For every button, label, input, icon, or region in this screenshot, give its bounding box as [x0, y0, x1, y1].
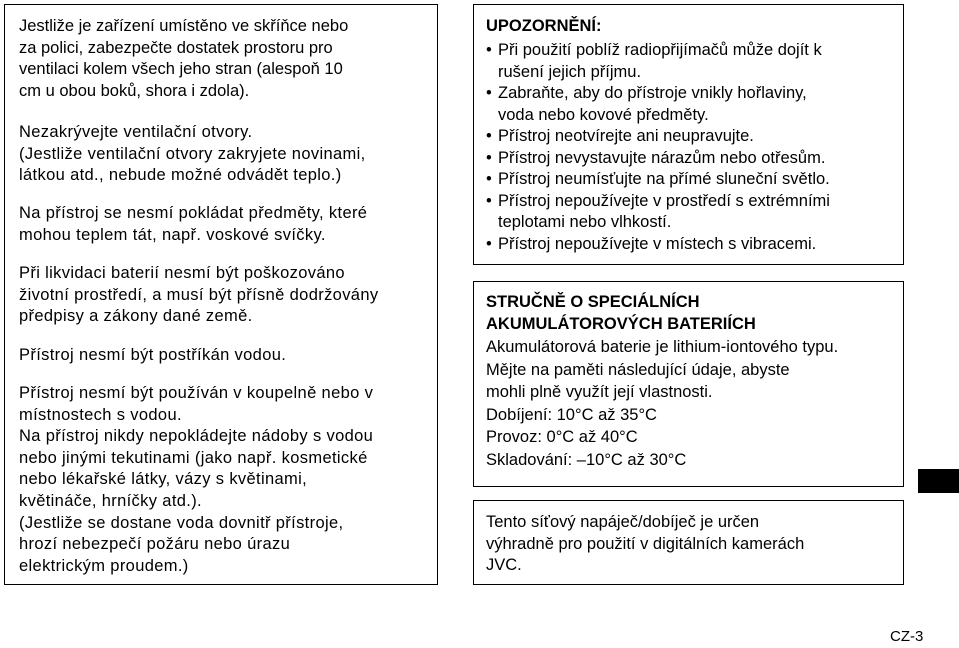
bullet-icon: • — [486, 148, 492, 167]
battery-title — [486, 292, 756, 335]
text-line: mohli plně využít její vlastnosti. — [486, 383, 713, 401]
text-line: mohou teplem tát, např. voskové svíčky. — [19, 225, 326, 244]
text-line: nebo lékařské látky, vázy s květinami, — [19, 470, 308, 489]
bullet-icon: • — [486, 41, 492, 59]
text-line: cm u obou boků, shora i zdola). — [19, 81, 250, 100]
text-line: Při likvidaci baterií nesmí být poškozováno — [19, 264, 345, 282]
text-line: Na přístroj nikdy nepokládejte nádoby s vodou — [19, 427, 374, 446]
text-line: místnostech s vodou. — [19, 405, 182, 424]
list-item: • Přístroj nepoužívejte v místech s vibracemi. — [486, 234, 830, 256]
bullet-icon: • — [486, 170, 492, 188]
text-line: JVC. — [486, 556, 522, 575]
list-item: • Přístroj nepoužívejte v prostředí s extrémními teplotami nebo vlhkostí. — [486, 191, 830, 231]
heading-line: AKUMULÁTOROVÝCH BATERIÍCH — [486, 314, 756, 333]
text-line: za polici, zabezpečte dostatek prostoru pro — [19, 38, 333, 57]
paragraph-battery-disposal — [19, 263, 378, 328]
bullet-icon: • — [486, 84, 492, 102]
paragraph-ventilation-openings — [19, 122, 366, 187]
battery-info-box — [473, 281, 904, 487]
text-line: (Jestliže se dostane voda dovnitř přístroje, — [19, 513, 344, 532]
text-line: (Jestliže ventilační otvory zakryjete novinami, — [19, 144, 366, 163]
charging-temp: Dobíjení: 10°C až 35°C — [486, 405, 657, 424]
text-line: předpisy a zákony dané země. — [19, 307, 253, 326]
text-line: elektrickým proudem.) — [19, 556, 189, 575]
warning-title: UPOZORNĚNÍ: — [486, 17, 602, 35]
warning-box — [473, 4, 904, 265]
section-tab-marker — [918, 469, 959, 493]
list-item: • Při použití poblíž radiopřijímačů může dojít k rušení jejich příjmu. — [486, 41, 822, 81]
text-line: Akumulátorová baterie je lithium-iontového typu. — [486, 338, 839, 356]
text-line: Přístroj nesmí být postříkán vodou. — [19, 346, 287, 364]
text-line: květináče, hrníčky atd.). — [19, 491, 202, 510]
battery-body — [486, 336, 838, 471]
text-line: Tento síťový napáječ/dobíječ je určen — [486, 513, 760, 531]
adapter-note-box — [473, 500, 904, 585]
paragraph-heat-objects — [19, 203, 367, 246]
warning-list — [486, 40, 830, 255]
paragraph-water-hazard — [19, 383, 373, 577]
list-item: • Přístroj nevystavujte nárazům nebo otřesům. — [486, 148, 830, 170]
bullet-icon: • — [486, 234, 492, 253]
text-line: ventilaci kolem všech jeho stran (alespoň 10 — [19, 60, 343, 79]
text-line: Mějte na paměti následující údaje, abyste — [486, 360, 790, 379]
list-item: • Přístroj neumísťujte na přímé sluneční světlo. — [486, 169, 830, 191]
bullet-icon: • — [486, 127, 492, 145]
safety-instructions-box — [4, 4, 438, 585]
adapter-note — [486, 512, 804, 577]
text-line: Jestliže je zařízení umístěno ve skříňce nebo — [19, 17, 349, 35]
paragraph-ventilation-space — [19, 16, 348, 102]
text-line: Nezakrývejte ventilační otvory. — [19, 123, 253, 141]
text-line: výhradně pro použití v digitálních kamerách — [486, 534, 805, 553]
text-line: hrozí nebezpečí požáru nebo úrazu — [19, 535, 291, 554]
text-line: životní prostředí, a musí být přísně dodržovány — [19, 285, 379, 304]
list-item: • Přístroj neotvírejte ani neupravujte. — [486, 126, 830, 148]
storage-temp: Skladování: –10°C až 30°C — [486, 450, 687, 469]
operating-temp: Provoz: 0°C až 40°C — [486, 428, 638, 446]
paragraph-no-splashing — [19, 345, 286, 367]
text-line: látkou atd., nebude možné odvádět teplo.) — [19, 166, 342, 185]
heading-line: STRUČNĚ O SPECIÁLNÍCH — [486, 293, 700, 311]
text-line: Přístroj nesmí být používán v koupelně nebo v — [19, 384, 374, 402]
bullet-icon: • — [486, 191, 492, 210]
page-number: CZ-3 — [890, 628, 924, 645]
text-line: nebo jinými tekutinami (jako např. kosmetické — [19, 448, 368, 467]
list-item: • Zabraňte, aby do přístroje vnikly hořlaviny, voda nebo kovové předměty. — [486, 84, 807, 124]
text-line: Na přístroj se nesmí pokládat předměty, které — [19, 204, 368, 222]
